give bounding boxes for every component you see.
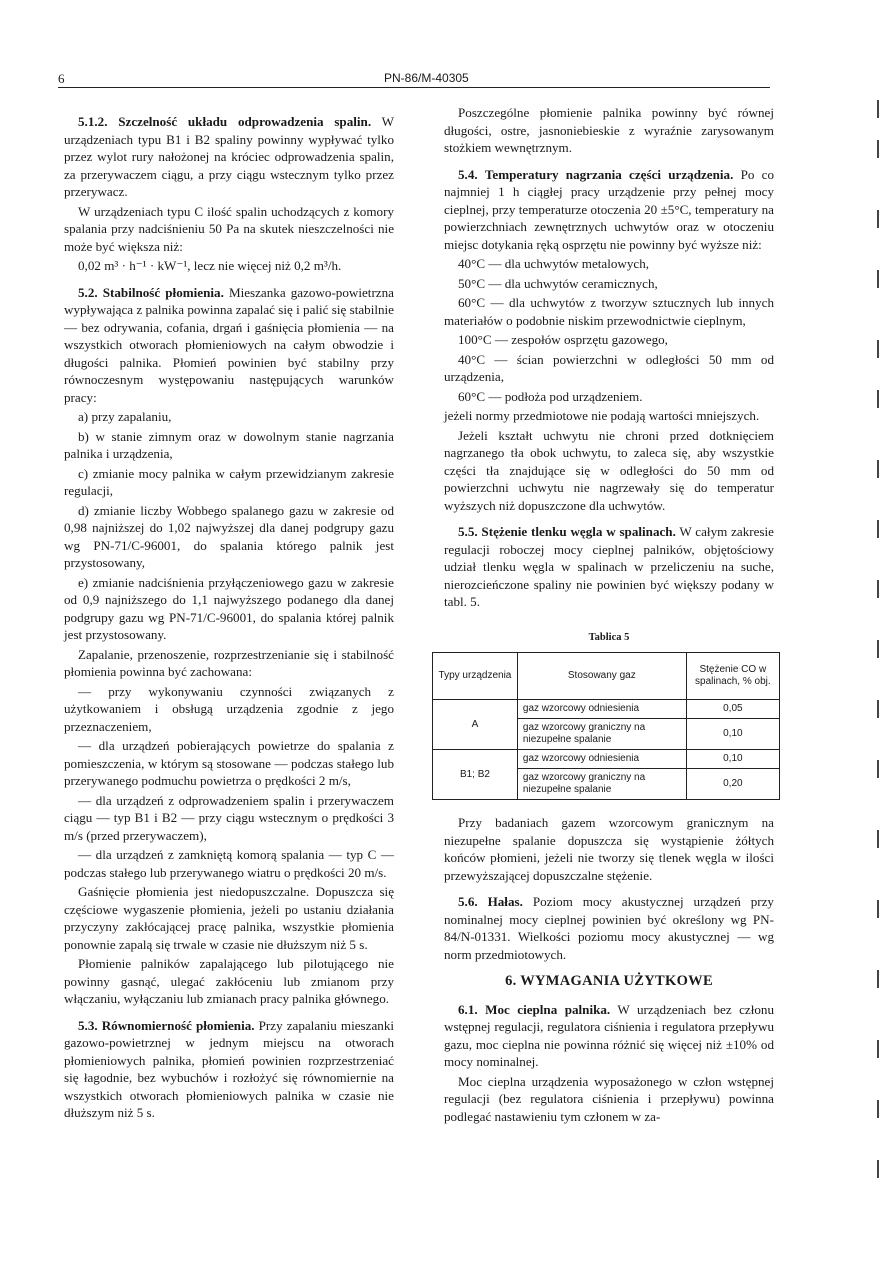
list-item: e) zmianie nadciśnienia przyłączeniowego gazu w zakresie od 0,9 najniższego do 1,1 najwyższego podanego dla danej podgrupy gazu wg PN-71/C-96001, do spalania której palnik jest przystosowany. — [64, 574, 394, 642]
table-cell-type: B1; B2 — [433, 750, 518, 800]
section-number: 5.4. — [458, 166, 478, 182]
list-item: c) zmianie mocy palnika w całym przewidzianym zakresie regulacji, — [64, 465, 394, 498]
section-text: Mieszanka gazowo-powietrzna wypływająca z palnika powinna zapalać się i palić się stabilnie — bez odrywania, cofania, drgań i gaśnięcia płomienia — na wszystkich otworach płomieniowych na całym obwodzie i długości palnika. Płomień powinien być stabilny przy równoczesnym występowaniu następujących warunków pracy: — [64, 284, 394, 405]
list-item: d) zmianie liczby Wobbego spalanego gazu w zakresie od 0,98 najniższej do 1,02 najwyższej dla danej podgrupy gazu wg PN-71/C-96001, do spalania którego palnik jest przystosowany, — [64, 502, 394, 570]
paragraph: 0,02 m³ · h⁻¹ · kW⁻¹, lecz nie więcej niż 0,2 m³/h. — [78, 258, 342, 273]
section-number: 5.5. — [458, 524, 478, 539]
section-number: 5.6. — [458, 894, 478, 909]
section-number: 5.1.2. — [78, 114, 108, 129]
list-item: b) w stanie zimnym oraz w dowolnym stanie nagrzania palnika i urządzenia, — [64, 428, 394, 461]
table-row — [433, 750, 780, 769]
list-item: 50°C — dla uchwytów ceramicznych, — [458, 275, 658, 291]
scan-mark — [877, 390, 879, 408]
table-caption: Tablica 5 — [588, 631, 630, 643]
section-text: W całym zakresie regulacji roboczej mocy cieplnej palników, objętościowy udział tlenku węgla w spalinach w przeliczeniu na suche, nierozcieńczone spaliny nie powinien być większy podany w tabl. 5. — [444, 524, 774, 609]
table-cell-value: 0,05 — [686, 700, 779, 719]
list-item: 40°C — ścian powierzchni w odległości 50 mm od urządzenia, — [444, 351, 774, 384]
page-number: 6 — [58, 71, 65, 86]
scan-margin-marks — [871, 40, 893, 1220]
paragraph: W urządzeniach typu C ilość spalin uchodzących z komory spalania przy nadciśnieniu 50 Pa na skutek nieszczelności nie może być większa niż: — [64, 203, 394, 254]
document-id: PN-86/M-40305 — [384, 71, 469, 85]
scan-mark — [877, 970, 879, 988]
section-title: Hałas. — [487, 894, 523, 909]
scan-mark — [877, 830, 879, 848]
list-item: a) przy zapalaniu, — [78, 409, 172, 424]
scan-mark — [877, 460, 879, 478]
scan-mark — [877, 100, 879, 118]
section-number: 5.3. — [78, 1017, 98, 1033]
table-cell-gas: gaz wzorcowy odniesienia — [517, 750, 686, 769]
paragraph: Jeżeli kształt uchwytu nie chroni przed dotknięciem nagrzanego tła obok uchwytu, to zaleca się, aby wszystkie części tła znajdujące się w odległości do 50 mm od powierzchni uchwytu nie nagrzewały się do temperatur wyższych niż dopuszczone dla uchwytów. — [444, 427, 774, 513]
section-title: Stabilność płomienia. — [102, 284, 224, 300]
paragraph: Moc cieplna urządzenia wyposażonego w człon wstępnej regulacji (bez regulatora ciśnienia i przepływu) powinna podlegać nastawieniu tym członem w za- — [444, 1073, 774, 1124]
table-cell-gas: gaz wzorcowy odniesienia — [517, 700, 686, 719]
scan-mark — [877, 340, 879, 358]
list-item: — przy wykonywaniu czynności związanych z użytkowaniem i obsługą urządzenia zgodnie z jego przeznaczeniem, — [64, 683, 394, 734]
left-column — [64, 104, 394, 1124]
table-header-types: Typy urządzenia — [433, 653, 518, 700]
section-paragraph — [444, 893, 774, 963]
section-text: W urządzeniach typu B1 i B2 spaliny powinny wypływać tylko przez wylot rury nałożonej na króciec odprowadzenia spalin, za przerywaczem ciągu, a przy ciągu wstecznym tylko przez przerywacz. — [64, 114, 394, 199]
paragraph: Poszczególne płomienie palnika powinny być równej długości, ostre, jasnoniebieskie z wyraźnie zarysowanym stożkiem wewnętrznym. — [444, 105, 774, 155]
paragraph: Zapalanie, przenoszenie, rozprzestrzenianie się i stabilność płomienia powinna być zachowana: — [64, 646, 394, 679]
paragraph: Przy badaniach gazem wzorcowym granicznym na niezupełne spalanie dopuszcza się wystąpienie żółtych końców płomieni, jeżeli nie tworzy się tlenek węgla w ilości przewyższającej dopuszczalne stężenie. — [444, 815, 774, 883]
scan-mark — [877, 900, 879, 918]
scan-mark — [877, 1040, 879, 1058]
scan-mark — [877, 210, 879, 228]
list-item: 60°C — dla uchwytów z tworzyw sztucznych lub innych materiałów o podobnie niskim przewodnictwie cieplnym, — [444, 295, 774, 328]
right-column-bottom — [444, 814, 774, 1125]
section-number: 6.1. — [458, 1001, 478, 1017]
scan-mark — [877, 1100, 879, 1118]
section-title: Równomierność płomienia. — [101, 1017, 255, 1033]
section-title: Szczelność układu odprowadzenia spalin. — [118, 114, 372, 129]
section-paragraph — [444, 523, 774, 611]
scan-mark — [877, 760, 879, 778]
section-text: Poziom mocy akustycznej urządzeń przy nominalnej mocy cieplnej powinien być określony wg PN-84/N-01331. Wielkości poziomu mocy akustycznej — wg norm przedmiotowych. — [444, 894, 774, 962]
scan-mark — [877, 140, 879, 158]
scan-mark — [877, 700, 879, 718]
scan-mark — [877, 520, 879, 538]
section-text: Przy zapalaniu mieszanki gazowo-powietrznej w jednym miejscu na otworach płomieniowych palnika, płomień powinien rozprzestrzeniać się łagodnie, bez wybuchów i rozłożyć się równomiernie na wszystkich otworach płomieniowych palnika w czasie nie dłuższym niż 5 s. — [64, 1017, 395, 1120]
scan-mark — [877, 580, 879, 598]
list-item: 60°C — podłoża pod urządzeniem. — [458, 388, 643, 404]
paragraph: jeżeli normy przedmiotowe nie podają wartości mniejszych. — [444, 408, 760, 423]
paragraph: Gaśnięcie płomienia jest niedopuszczalne. Dopuszcza się częściowe wygaszenie płomienia, jeżeli po ustaniu działania przyczyny zakłócającej pracę palnika, wszystkie płomienia ponownie zapalą się trwale w czasie nie dłuższym niż 5 s. — [64, 884, 394, 952]
right-column — [438, 104, 775, 1127]
scan-mark — [877, 640, 879, 658]
section-paragraph — [64, 113, 394, 201]
table-header-co: Stężenie CO w spalinach, % obj. — [686, 653, 779, 700]
list-item: — dla urządzeń z zamkniętą komorą spalania — typ C — podczas stałego lub przerywanego wiatru o prędkości 20 m/s. — [64, 847, 394, 880]
section-title: Stężenie tlenku węgla w spalinach. — [481, 524, 676, 539]
section-title: Temperatury nagrzania części urządzenia. — [484, 166, 734, 182]
header-rule — [58, 87, 770, 88]
table-cell-gas: gaz wzorcowy graniczny na niezupełne spalanie — [517, 719, 686, 750]
section-paragraph — [444, 1001, 774, 1071]
right-column-top — [444, 104, 774, 611]
scan-mark — [877, 1160, 879, 1178]
co-concentration-table — [432, 652, 780, 800]
table-cell-gas: gaz wzorcowy graniczny na niezupełne spalanie — [517, 769, 686, 800]
section-text: Po co najmniej 1 h ciągłej pracy urządzenie przy pełnej mocy cieplnej, przy temperaturze otoczenia 20 ±5°C, temperatury na powierzchniach zewnętrznych uchwytów oraz w otoczeniu miejsc dotykania ręką osprzętu nie powinny być wyższe niż: — [444, 166, 774, 252]
table-cell-value: 0,10 — [686, 719, 779, 750]
table-cell-value: 0,20 — [686, 769, 779, 800]
section-paragraph — [444, 166, 774, 254]
paragraph: Płomienie palników zapalającego lub pilotującego nie powinny gasnąć, ulegać zakłóceniu lub zmianom przy włączaniu, wyłączaniu lub zmianach pracy palnika głównego. — [64, 956, 394, 1006]
section-paragraph — [64, 1017, 394, 1122]
list-item: — dla urządzeń z odprowadzeniem spalin i przerywaczem ciągu — typ B1 i B2 — przy ciągu wstecznym o prędkości 3 m/s (przed przerywaczem), — [64, 792, 394, 843]
list-item: — dla urządzeń pobierających powietrze do spalania z pomieszczenia, w którym są stosowane — podczas stałego lub przerywanego podmuchu powietrza o prędkości 2 m/s, — [64, 738, 394, 788]
section-heading: 6. WYMAGANIA UŻYTKOWE — [505, 973, 713, 989]
table-cell-value: 0,10 — [686, 750, 779, 769]
section-paragraph — [64, 284, 394, 407]
scan-mark — [877, 270, 879, 288]
table-cell-type: A — [433, 700, 518, 750]
section-title: Moc cieplna palnika. — [485, 1001, 611, 1017]
table-header-gas: Stosowany gaz — [517, 653, 686, 700]
list-item: 40°C — dla uchwytów metalowych, — [458, 256, 650, 271]
section-text: W urządzeniach bez członu wstępnej regulacji, regulatora ciśnienia i regulatora przepływu gazu, moc cieplna nie powinna różnić się więcej niż ±10% od mocy nominalnej. — [444, 1001, 775, 1069]
list-item: 100°C — zespołów osprzętu gazowego, — [458, 332, 668, 347]
table-row — [433, 700, 780, 719]
section-number: 5.2. — [78, 284, 98, 300]
